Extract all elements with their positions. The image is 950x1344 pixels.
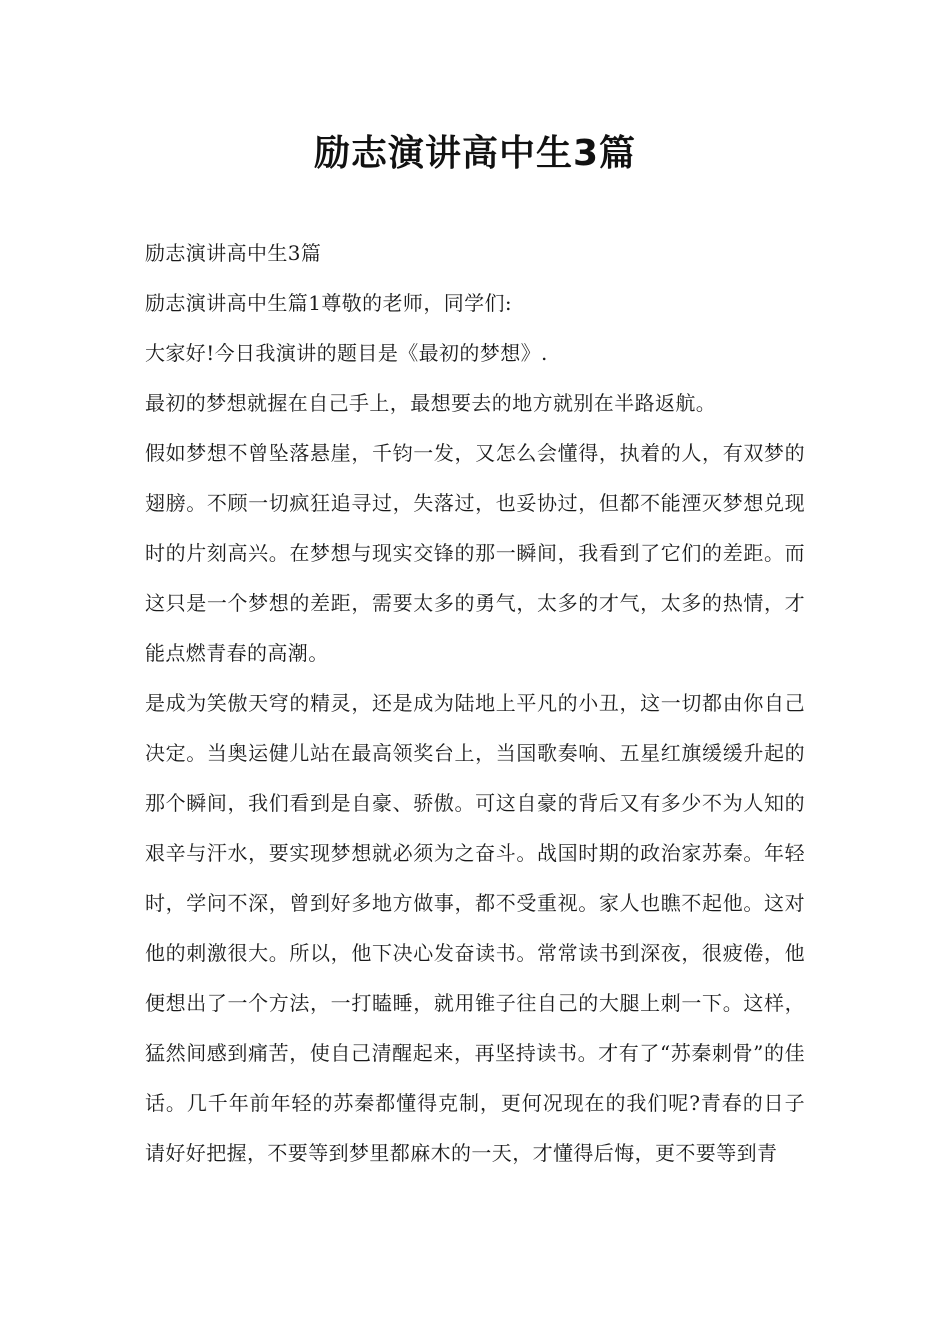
paragraph-suqin-story: 是成为笑傲天穹的精灵，还是成为陆地上平凡的小丑，这一切都由你自己决定。当奥运健儿站在最高领奖台上，当国歌奏响、五星红旗缓缓升起的那个瞬间，我们看到是自豪、骄傲。可这自豪的背后又有多少不为人知的艰辛与汗水，要实现梦想就必须为之奋斗。战国时期的政治家苏秦。年轻时，学问不深，曾到好多地方做事，都不受重视。家人也瞧不起他。这对他的刺激很大。所以，他下决心发奋读书。常常读书到深夜，很疲倦，他便想出了一个方法，一打瞌睡，就用锥子往自己的大腿上刺一下。这样，猛然间感到痛苦，使自己清醒起来，再坚持读书。才有了“苏秦刺骨”的佳话。几千年前年轻的苏秦都懂得克制，更何况现在的我们呢?青春的日子请好好把握，不要等到梦里都麻木的一天，才懂得后悔，更不要等到青 (145, 691, 805, 1165)
paragraph-dream-gap: 假如梦想不曾坠落悬崖，千钧一发，又怎么会懂得，执着的人，有双梦的翅膀。不顾一切疯狂追寻过，失落过，也妥协过，但都不能湮灭梦想兑现时的片刻高兴。在梦想与现实交锋的那一瞬间，我看到了它们的差距。而这只是一个梦想的差距，需要太多的勇气，太多的才气，太多的热情，才能点燃青春的高潮。 (145, 441, 805, 665)
paragraph-intro: 最初的梦想就握在自己手上，最想要去的地方就别在半路返航。 (145, 391, 717, 415)
paragraph-greeting: 励志演讲高中生篇1尊敬的老师，同学们: (145, 291, 513, 315)
document-title: 励志演讲高中生3篇 (313, 133, 637, 174)
document-body (145, 228, 805, 1178)
paragraph-topic: 大家好!今日我演讲的题目是《最初的梦想》. (145, 341, 548, 365)
paragraph-subtitle: 励志演讲高中生3篇 (145, 241, 322, 265)
